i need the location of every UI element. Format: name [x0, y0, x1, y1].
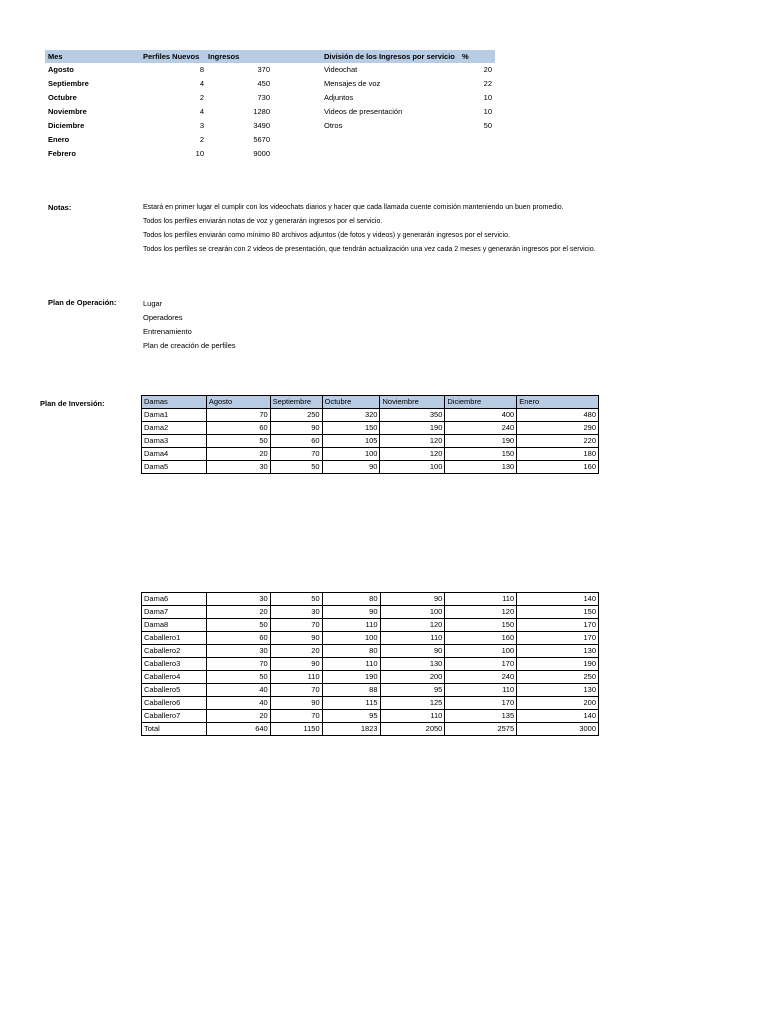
- operation-plan-item: Plan de creación de perfiles: [143, 341, 236, 350]
- value-cell: 90: [270, 422, 322, 435]
- ingresos-cell: 730: [257, 93, 270, 102]
- operation-plan-item: Operadores: [143, 313, 183, 322]
- col-header-noviembre: Noviembre: [380, 396, 445, 409]
- value-cell: 90: [322, 461, 380, 474]
- pct-cell: 10: [483, 93, 492, 102]
- perfiles-cell: 4: [199, 107, 204, 116]
- row-label: Dama2: [142, 422, 207, 435]
- operation-plan-item: Lugar: [143, 299, 163, 308]
- value-cell: 170: [517, 632, 599, 645]
- pct-cell: 22: [483, 79, 492, 88]
- row-label: Dama3: [142, 435, 207, 448]
- value-cell: 110: [380, 710, 445, 723]
- operation-plan-item: Entrenamiento: [143, 327, 192, 336]
- servicio-cell: Videos de presentación: [324, 107, 403, 116]
- value-cell: 70: [206, 409, 270, 422]
- value-cell: 30: [206, 461, 270, 474]
- perfiles-cell: 2: [199, 93, 204, 102]
- table-row: [142, 710, 599, 723]
- total-cell: 1823: [322, 723, 380, 736]
- value-cell: 90: [270, 697, 322, 710]
- value-cell: 150: [517, 606, 599, 619]
- col-header-servicio: División de los Ingresos por servicio: [324, 52, 455, 61]
- row-label: Caballero7: [142, 710, 207, 723]
- value-cell: 170: [445, 697, 517, 710]
- value-cell: 240: [445, 671, 517, 684]
- value-cell: 90: [270, 658, 322, 671]
- row-label: Caballero5: [142, 684, 207, 697]
- perfiles-cell: 10: [195, 149, 204, 158]
- value-cell: 70: [270, 448, 322, 461]
- pct-cell: 50: [483, 121, 492, 130]
- value-cell: 80: [322, 645, 380, 658]
- col-header-pct: %: [462, 52, 469, 61]
- col-header-damas: Damas: [142, 396, 207, 409]
- mes-cell: Enero: [48, 135, 70, 144]
- row-label: Dama8: [142, 619, 207, 632]
- total-cell: 640: [206, 723, 270, 736]
- value-cell: 20: [206, 606, 270, 619]
- value-cell: 70: [270, 619, 322, 632]
- value-cell: 60: [206, 632, 270, 645]
- value-cell: 95: [380, 684, 445, 697]
- value-cell: 200: [380, 671, 445, 684]
- mes-cell: Octubre: [48, 93, 77, 102]
- value-cell: 30: [206, 645, 270, 658]
- value-cell: 30: [270, 606, 322, 619]
- ingresos-cell: 450: [257, 79, 270, 88]
- servicio-cell: Mensajes de voz: [324, 79, 381, 88]
- value-cell: 120: [380, 435, 445, 448]
- table-row: [142, 632, 599, 645]
- value-cell: 80: [322, 593, 380, 606]
- value-cell: 400: [445, 409, 517, 422]
- value-cell: 105: [322, 435, 380, 448]
- value-cell: 130: [380, 658, 445, 671]
- value-cell: 110: [322, 658, 380, 671]
- value-cell: 110: [380, 632, 445, 645]
- value-cell: 170: [445, 658, 517, 671]
- value-cell: 125: [380, 697, 445, 710]
- value-cell: 110: [445, 593, 517, 606]
- investment-table-continued: [141, 592, 599, 736]
- value-cell: 40: [206, 697, 270, 710]
- value-cell: 90: [380, 593, 445, 606]
- value-cell: 160: [517, 461, 599, 474]
- table-row: [142, 658, 599, 671]
- mes-cell: Agosto: [48, 65, 74, 74]
- row-label: Dama6: [142, 593, 207, 606]
- value-cell: 130: [517, 684, 599, 697]
- note-line: Todos los perfiles enviarán notas de voz y generarán ingresos por el servicio.: [143, 218, 383, 225]
- value-cell: 220: [517, 435, 599, 448]
- mes-cell: Diciembre: [48, 121, 85, 130]
- col-header-diciembre: Diciembre: [445, 396, 517, 409]
- perfiles-cell: 2: [199, 135, 204, 144]
- value-cell: 60: [270, 435, 322, 448]
- value-cell: 40: [206, 684, 270, 697]
- row-label: Dama1: [142, 409, 207, 422]
- value-cell: 150: [445, 619, 517, 632]
- operation-plan-label: Plan de Operación:: [48, 298, 117, 307]
- mes-cell: Febrero: [48, 149, 76, 158]
- table-row: [142, 606, 599, 619]
- value-cell: 50: [270, 461, 322, 474]
- pct-cell: 20: [483, 65, 492, 74]
- col-header-septiembre: Septiembre: [270, 396, 322, 409]
- value-cell: 110: [322, 619, 380, 632]
- value-cell: 170: [517, 619, 599, 632]
- table-row: [142, 697, 599, 710]
- total-cell: 2050: [380, 723, 445, 736]
- col-header-ingresos: Ingresos: [208, 52, 240, 61]
- perfiles-cell: 3: [199, 121, 204, 130]
- value-cell: 190: [380, 422, 445, 435]
- note-line: Todos los perfiles se crearán con 2 videos de presentación, que tendrán actualización una vez cada 2 meses y generarán ingresos por el servicio.: [143, 246, 596, 253]
- col-header-mes: Mes: [48, 52, 63, 61]
- value-cell: 250: [270, 409, 322, 422]
- ingresos-cell: 1280: [253, 107, 270, 116]
- value-cell: 480: [517, 409, 599, 422]
- table-row: [142, 435, 599, 448]
- row-label: Caballero1: [142, 632, 207, 645]
- value-cell: 100: [322, 448, 380, 461]
- value-cell: 130: [445, 461, 517, 474]
- row-label: Caballero4: [142, 671, 207, 684]
- investment-table: [141, 395, 599, 474]
- value-cell: 190: [322, 671, 380, 684]
- value-cell: 50: [206, 671, 270, 684]
- table-row: [142, 448, 599, 461]
- investment-plan-label: Plan de Inversión:: [40, 399, 105, 408]
- total-cell: 1150: [270, 723, 322, 736]
- value-cell: 180: [517, 448, 599, 461]
- perfiles-cell: 4: [199, 79, 204, 88]
- total-row: [142, 723, 599, 736]
- value-cell: 120: [380, 619, 445, 632]
- note-line: Todos los perfiles enviarán como mínimo 80 archivos adjuntos (de fotos y videos) y generarán ingresos por el servicio.: [143, 232, 510, 239]
- note-line: Estará en primer lugar el cumplir con los videochats diarios y hacer que cada llamada cuente comisión manteniendo un buen promedio.: [143, 204, 564, 211]
- row-label: Dama7: [142, 606, 207, 619]
- value-cell: 88: [322, 684, 380, 697]
- table-row: [142, 645, 599, 658]
- value-cell: 240: [445, 422, 517, 435]
- value-cell: 20: [206, 710, 270, 723]
- col-header-enero: Enero: [517, 396, 599, 409]
- mes-cell: Noviembre: [48, 107, 87, 116]
- value-cell: 190: [517, 658, 599, 671]
- ingresos-cell: 3490: [253, 121, 270, 130]
- ingresos-cell: 9000: [253, 149, 270, 158]
- value-cell: 20: [206, 448, 270, 461]
- notes-label: Notas:: [48, 203, 72, 212]
- value-cell: 90: [270, 632, 322, 645]
- value-cell: 130: [517, 645, 599, 658]
- value-cell: 115: [322, 697, 380, 710]
- value-cell: 160: [445, 632, 517, 645]
- pct-cell: 10: [483, 107, 492, 116]
- ingresos-cell: 370: [257, 65, 270, 74]
- value-cell: 50: [270, 593, 322, 606]
- table-row: [142, 422, 599, 435]
- value-cell: 50: [206, 619, 270, 632]
- value-cell: 20: [270, 645, 322, 658]
- value-cell: 90: [322, 606, 380, 619]
- total-cell: 2575: [445, 723, 517, 736]
- table-row: [142, 593, 599, 606]
- table-row: [142, 671, 599, 684]
- value-cell: 140: [517, 593, 599, 606]
- value-cell: 100: [322, 632, 380, 645]
- row-label: Caballero6: [142, 697, 207, 710]
- value-cell: 250: [517, 671, 599, 684]
- value-cell: 70: [206, 658, 270, 671]
- row-label: Dama5: [142, 461, 207, 474]
- mes-cell: Septiembre: [48, 79, 89, 88]
- row-label: Caballero2: [142, 645, 207, 658]
- value-cell: 100: [380, 461, 445, 474]
- servicio-cell: Adjuntos: [324, 93, 354, 102]
- value-cell: 140: [517, 710, 599, 723]
- value-cell: 150: [322, 422, 380, 435]
- row-label: Caballero3: [142, 658, 207, 671]
- servicio-cell: Videochat: [324, 65, 358, 74]
- value-cell: 110: [445, 684, 517, 697]
- value-cell: 190: [445, 435, 517, 448]
- ingresos-cell: 5670: [253, 135, 270, 144]
- value-cell: 290: [517, 422, 599, 435]
- value-cell: 70: [270, 710, 322, 723]
- total-cell: 3000: [517, 723, 599, 736]
- value-cell: 90: [380, 645, 445, 658]
- row-label: Total: [142, 723, 207, 736]
- row-label: Dama4: [142, 448, 207, 461]
- value-cell: 50: [206, 435, 270, 448]
- value-cell: 30: [206, 593, 270, 606]
- value-cell: 70: [270, 684, 322, 697]
- value-cell: 110: [270, 671, 322, 684]
- value-cell: 120: [380, 448, 445, 461]
- value-cell: 60: [206, 422, 270, 435]
- table-row: [142, 409, 599, 422]
- value-cell: 350: [380, 409, 445, 422]
- value-cell: 100: [380, 606, 445, 619]
- table-row: [142, 619, 599, 632]
- value-cell: 95: [322, 710, 380, 723]
- col-header-agosto: Agosto: [206, 396, 270, 409]
- value-cell: 100: [445, 645, 517, 658]
- col-header-perfiles: Perfiles Nuevos: [143, 52, 200, 61]
- value-cell: 320: [322, 409, 380, 422]
- table-row: [142, 461, 599, 474]
- value-cell: 200: [517, 697, 599, 710]
- perfiles-cell: 8: [199, 65, 204, 74]
- value-cell: 135: [445, 710, 517, 723]
- col-header-octubre: Octubre: [322, 396, 380, 409]
- servicio-cell: Otros: [324, 121, 343, 130]
- investment-header-row: [142, 396, 599, 409]
- table-row: [142, 684, 599, 697]
- value-cell: 150: [445, 448, 517, 461]
- value-cell: 120: [445, 606, 517, 619]
